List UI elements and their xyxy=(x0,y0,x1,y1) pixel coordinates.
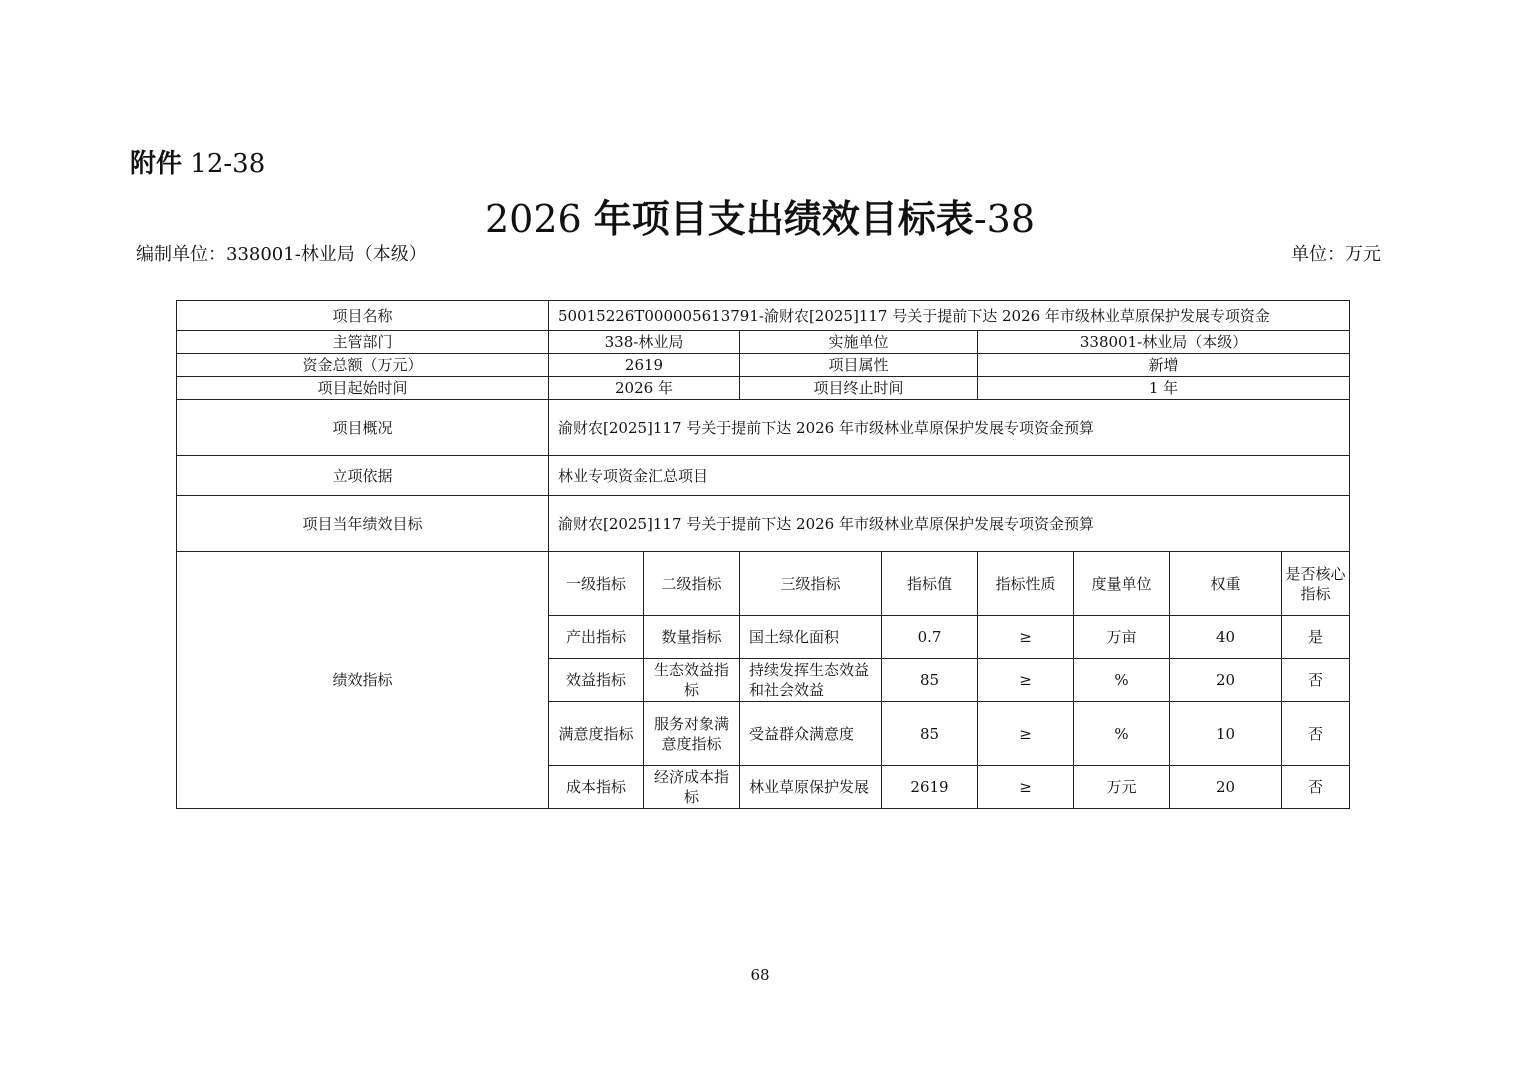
nature-cell: ≥ xyxy=(978,659,1074,702)
level3-cell: 持续发挥生态效益和社会效益 xyxy=(740,659,882,702)
page-title: 2026 年项目支出绩效目标表-38 xyxy=(484,197,1036,241)
header-level2: 二级指标 xyxy=(644,552,740,616)
basis-label: 立项依据 xyxy=(177,456,549,496)
header-core: 是否核心指标 xyxy=(1282,552,1350,616)
level2-cell: 服务对象满意度指标 xyxy=(644,702,740,766)
value-cell: 85 xyxy=(882,659,978,702)
overview-value: 渝财农[2025]117 号关于提前下达 2026 年市级林业草原保护发展专项资金预算 xyxy=(549,400,1350,456)
start-value: 2026 年 xyxy=(549,377,740,400)
level3-cell: 林业草原保护发展 xyxy=(740,766,882,809)
header-weight: 权重 xyxy=(1170,552,1282,616)
header-level1: 一级指标 xyxy=(549,552,644,616)
nature-cell: ≥ xyxy=(978,702,1074,766)
impl-label: 实施单位 xyxy=(740,331,978,354)
basis-value: 林业专项资金汇总项目 xyxy=(549,456,1350,496)
project-name-value: 50015226T000005613791-渝财农[2025]117 号关于提前下达 2026 年市级林业草原保护发展专项资金 xyxy=(549,301,1350,331)
dept-label: 主管部门 xyxy=(177,331,549,354)
start-label: 项目起始时间 xyxy=(177,377,549,400)
currency-unit: 单位：万元 xyxy=(1291,244,1381,265)
weight-cell: 10 xyxy=(1170,702,1282,766)
unit-cell: % xyxy=(1074,659,1170,702)
level1-cell: 成本指标 xyxy=(549,766,644,809)
impl-value: 338001-林业局（本级） xyxy=(978,331,1350,354)
attr-value: 新增 xyxy=(978,354,1350,377)
row-annual-goal xyxy=(177,496,1350,552)
weight-cell: 20 xyxy=(1170,659,1282,702)
row-project-name xyxy=(177,301,1350,331)
performance-target-table xyxy=(176,300,1350,809)
level1-cell: 满意度指标 xyxy=(549,702,644,766)
row-overview xyxy=(177,400,1350,456)
dept-value: 338-林业局 xyxy=(549,331,740,354)
nature-cell: ≥ xyxy=(978,616,1074,659)
indicator-header-row xyxy=(177,552,1350,616)
header-unit: 度量单位 xyxy=(1074,552,1170,616)
nature-cell: ≥ xyxy=(978,766,1074,809)
header-value: 指标值 xyxy=(882,552,978,616)
level2-cell: 生态效益指标 xyxy=(644,659,740,702)
row-department xyxy=(177,331,1350,354)
fund-value: 2619 xyxy=(549,354,740,377)
level1-cell: 产出指标 xyxy=(549,616,644,659)
header-level3: 三级指标 xyxy=(740,552,882,616)
level2-cell: 经济成本指标 xyxy=(644,766,740,809)
indicators-section-label: 绩效指标 xyxy=(177,552,549,809)
goal-label: 项目当年绩效目标 xyxy=(177,496,549,552)
value-cell: 0.7 xyxy=(882,616,978,659)
value-cell: 2619 xyxy=(882,766,978,809)
end-value: 1 年 xyxy=(978,377,1350,400)
row-funds xyxy=(177,354,1350,377)
weight-cell: 40 xyxy=(1170,616,1282,659)
goal-value: 渝财农[2025]117 号关于提前下达 2026 年市级林业草原保护发展专项资金预算 xyxy=(549,496,1350,552)
attachment-label: 附件 12-38 xyxy=(130,149,266,179)
level3-cell: 受益群众满意度 xyxy=(740,702,882,766)
core-cell: 是 xyxy=(1282,616,1350,659)
core-cell: 否 xyxy=(1282,702,1350,766)
row-period xyxy=(177,377,1350,400)
end-label: 项目终止时间 xyxy=(740,377,978,400)
compiling-unit: 编制单位：338001-林业局（本级） xyxy=(136,244,427,265)
level3-cell: 国土绿化面积 xyxy=(740,616,882,659)
overview-label: 项目概况 xyxy=(177,400,549,456)
weight-cell: 20 xyxy=(1170,766,1282,809)
unit-cell: % xyxy=(1074,702,1170,766)
attr-label: 项目属性 xyxy=(740,354,978,377)
level2-cell: 数量指标 xyxy=(644,616,740,659)
core-cell: 否 xyxy=(1282,766,1350,809)
unit-cell: 万元 xyxy=(1074,766,1170,809)
fund-label: 资金总额（万元） xyxy=(177,354,549,377)
page-number: 68 xyxy=(750,966,770,984)
core-cell: 否 xyxy=(1282,659,1350,702)
header-nature: 指标性质 xyxy=(978,552,1074,616)
attachment-number: 12-38 xyxy=(190,149,266,179)
value-cell: 85 xyxy=(882,702,978,766)
level1-cell: 效益指标 xyxy=(549,659,644,702)
unit-cell: 万亩 xyxy=(1074,616,1170,659)
row-basis xyxy=(177,456,1350,496)
project-name-label: 项目名称 xyxy=(177,301,549,331)
